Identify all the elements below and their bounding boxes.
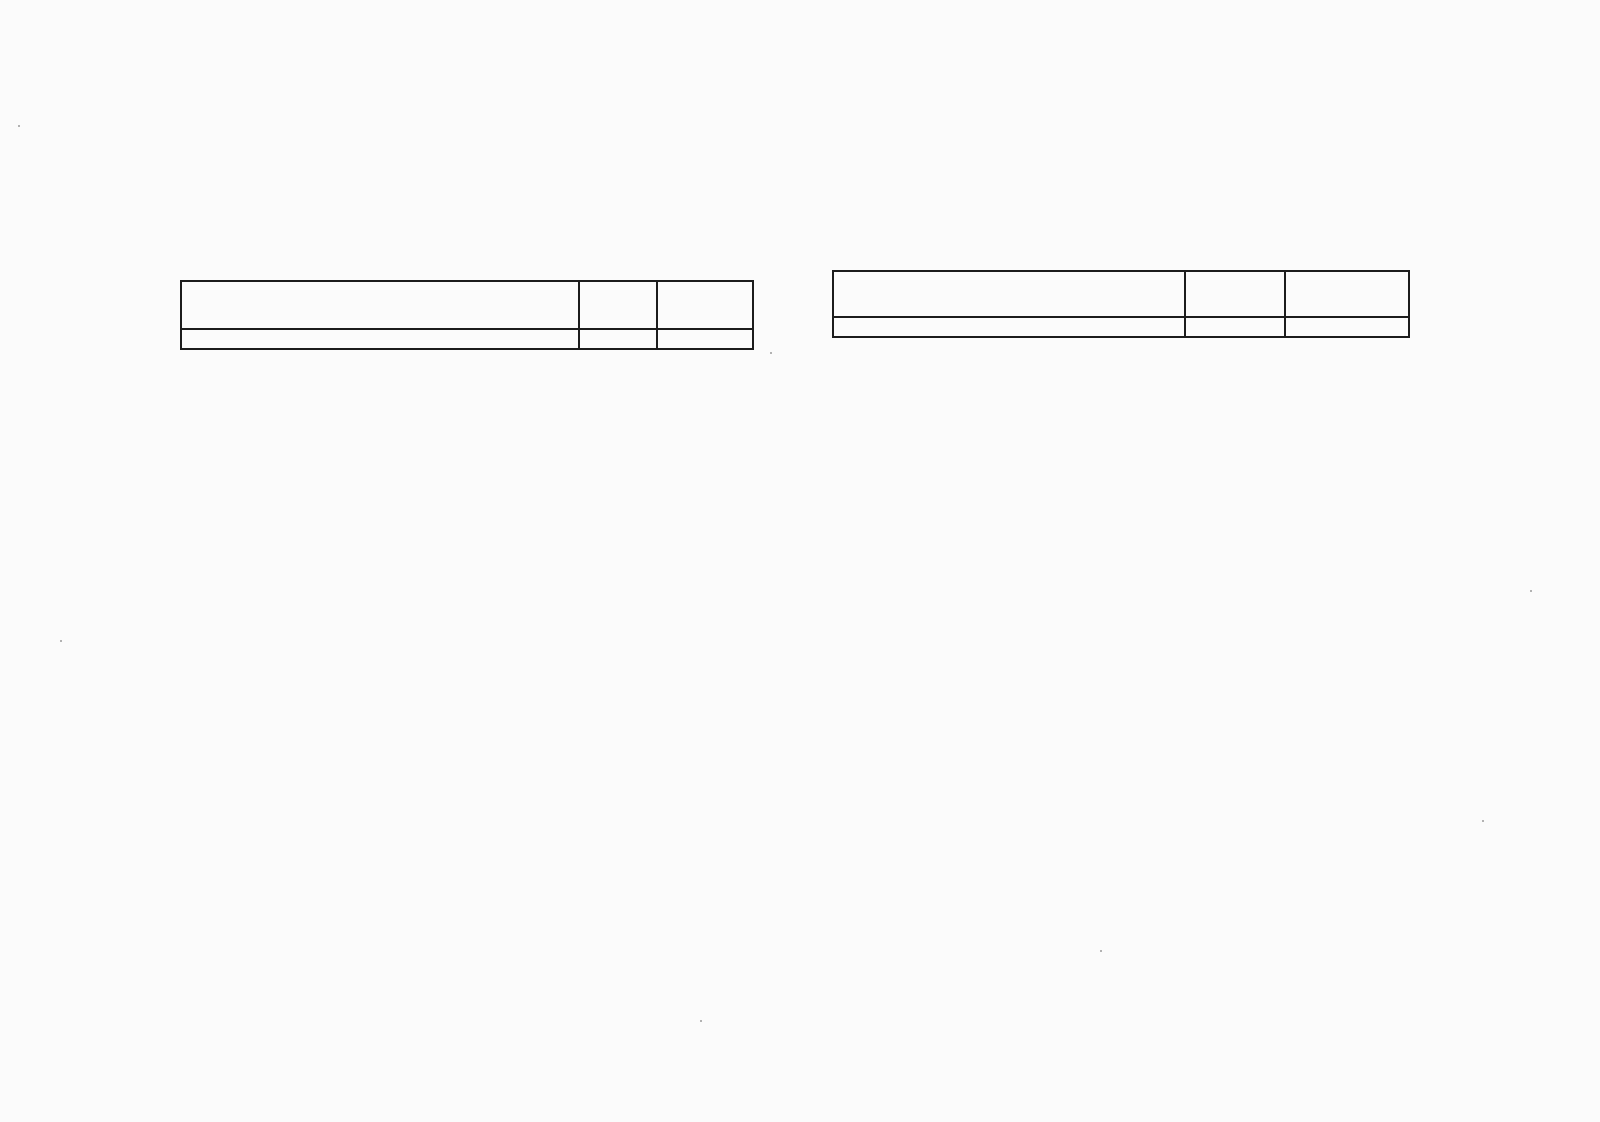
scan-speck [700, 1020, 702, 1022]
scan-speck [770, 352, 772, 354]
col-number [657, 329, 753, 349]
header-rowno [579, 281, 657, 329]
table-5-2-expenses [832, 270, 1410, 338]
scan-speck [18, 125, 20, 127]
table-5-1-funds [180, 280, 754, 350]
col-number [579, 329, 657, 349]
col-number [833, 317, 1185, 337]
header-actual [1285, 271, 1409, 317]
header-name [833, 271, 1185, 317]
scan-speck [1530, 590, 1532, 592]
scan-speck [60, 640, 62, 642]
header-rowno [1185, 271, 1285, 317]
column-number-row [181, 329, 753, 349]
col-number [1285, 317, 1409, 337]
col-number [181, 329, 579, 349]
col-number [1185, 317, 1285, 337]
table-header-row [833, 271, 1409, 317]
column-number-row [833, 317, 1409, 337]
table-header-row [181, 281, 753, 329]
scan-speck [1100, 950, 1102, 952]
header-actual [657, 281, 753, 329]
header-name [181, 281, 579, 329]
scan-speck [1482, 820, 1484, 822]
